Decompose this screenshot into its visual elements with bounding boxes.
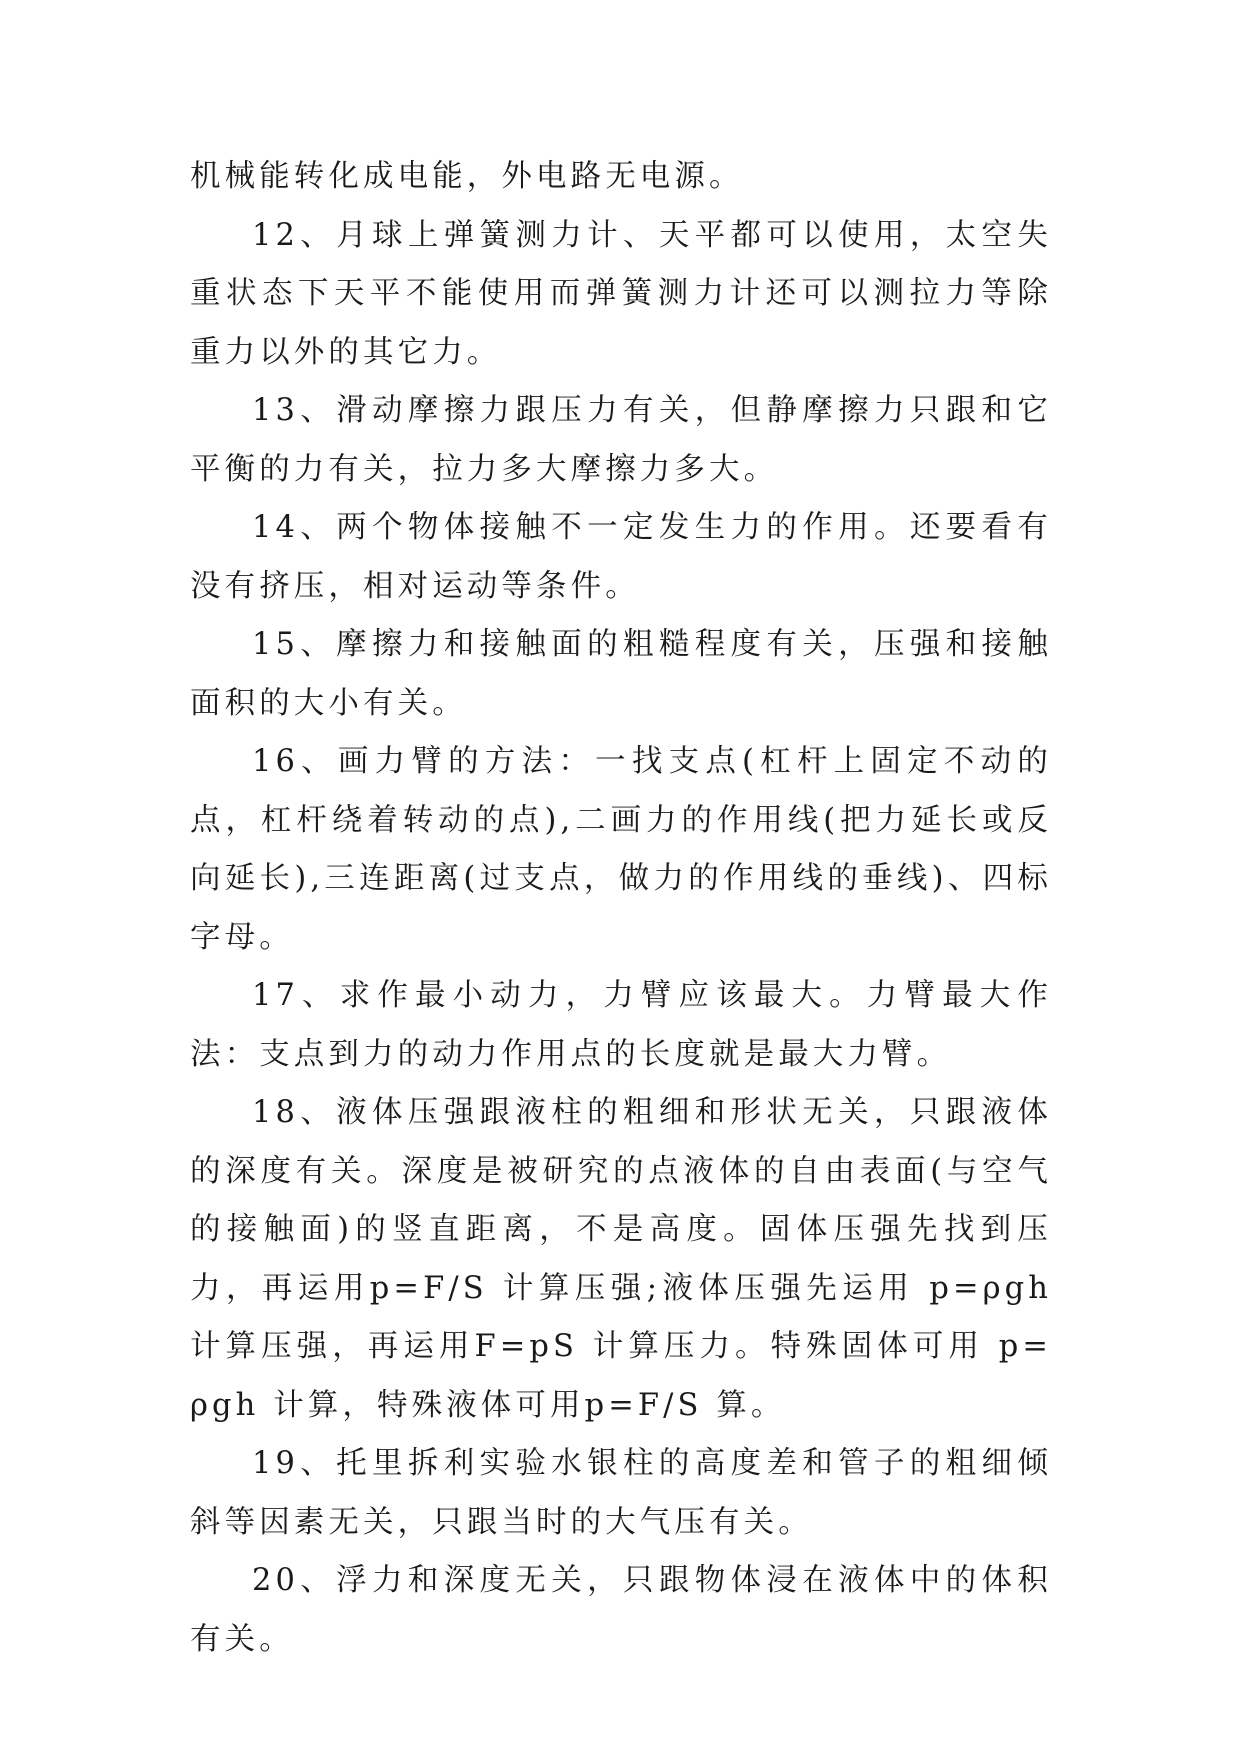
document-page (190, 148, 1052, 1669)
paragraph-item-14: 14、两个物体接触不一定发生力的作用。还要看有没有挤压，相对运动等条件。 (190, 510, 1052, 604)
paragraph-item-19: 19、托里拆利实验水银柱的高度差和管子的粗细倾斜等因素无关，只跟当时的大气压有关。 (190, 1446, 1052, 1540)
paragraph-item-17: 17、求作最小动力，力臂应该最大。力臂最大作法：支点到力的动力作用点的长度就是最大力臂。 (190, 978, 1052, 1072)
paragraph-item-15: 15、摩擦力和接触面的粗糙程度有关，压强和接触面积的大小有关。 (190, 627, 1052, 721)
paragraph-item-13: 13、滑动摩擦力跟压力有关，但静摩擦力只跟和它平衡的力有关，拉力多大摩擦力多大。 (190, 393, 1052, 487)
paragraph-item-20: 20、浮力和深度无关，只跟物体浸在液体中的体积有关。 (190, 1563, 1052, 1657)
paragraph-continuation: 机械能转化成电能，外电路无电源。 (190, 159, 744, 194)
paragraph-item-16: 16、画力臂的方法：一找支点(杠杆上固定不动的点，杠杆绕着转动的点),二画力的作用线(把力延长或反向延长),三连距离(过支点，做力的作用线的垂线)、四标字母。 (190, 744, 1052, 955)
paragraph-item-18: 18、液体压强跟液柱的粗细和形状无关，只跟液体的深度有关。深度是被研究的点液体的自由表面(与空气的接触面)的竖直距离，不是高度。固体压强先找到压力，再运用p=F/S 计算压强;液体压强先运用 p=ρgh 计算压强，再运用F=pS 计算压力。特殊固体可用 p=ρgh 计算，特殊液体可用p=F/S 算。 (190, 1095, 1052, 1423)
paragraph-item-12: 12、月球上弹簧测力计、天平都可以使用，太空失重状态下天平不能使用而弹簧测力计还可以测拉力等除重力以外的其它力。 (190, 217, 1052, 370)
